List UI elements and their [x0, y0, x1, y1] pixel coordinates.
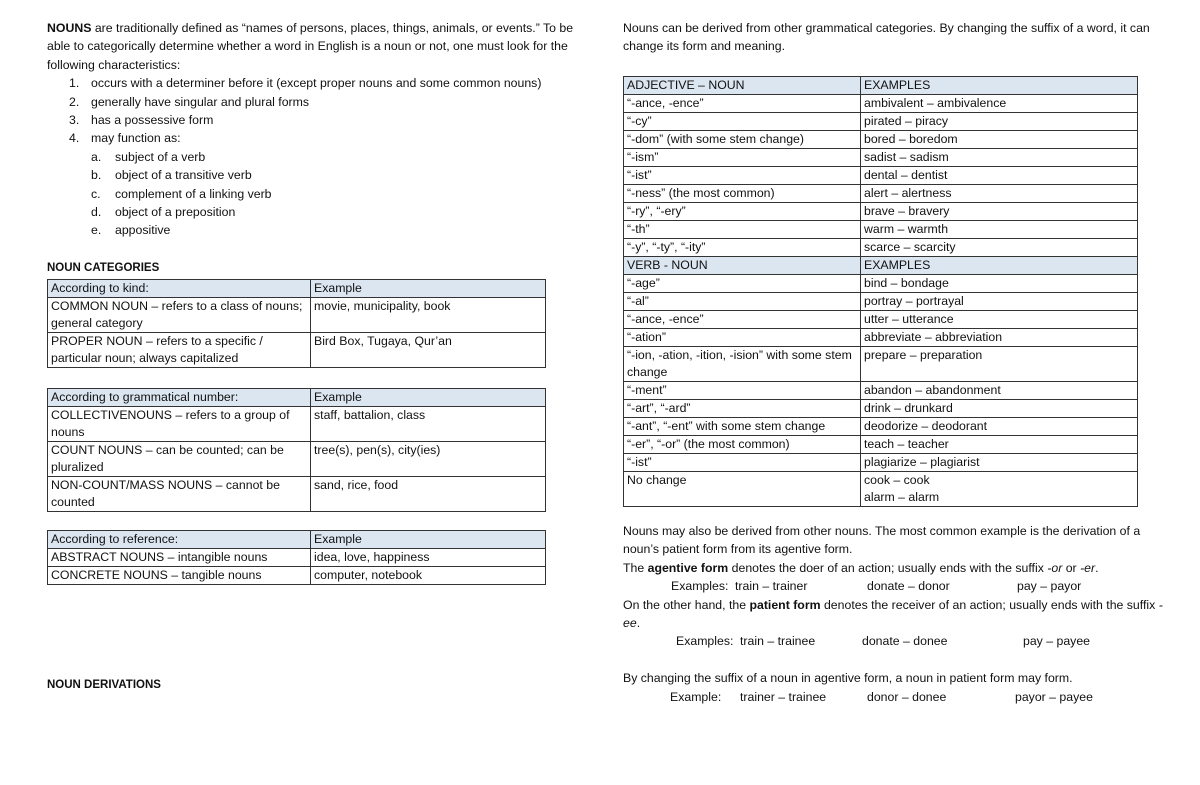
- table-row: “-art”, “-ard” drink – drunkard: [624, 400, 1138, 418]
- intro-section: [47, 19, 577, 240]
- table-row: “-dom” (with some stem change) bored – boredom: [624, 131, 1138, 149]
- derivation-intro: Nouns can be derived from other grammatical categories. By changing the suffix of a word, it can change its form and meaning.: [623, 21, 1150, 54]
- characteristics-list: [47, 74, 577, 240]
- table-row: “-ist” plagiarize – plagiarist: [624, 454, 1138, 472]
- no-change-extra-example: alarm – alarm: [864, 490, 940, 504]
- table-row: “-cy” pirated – piracy: [624, 113, 1138, 131]
- list-item: 1. occurs with a determiner before it (except proper nouns and some common nouns): [69, 76, 542, 91]
- changing-examples: Example: trainer – trainee donor – donee payor – payee: [670, 689, 1093, 704]
- table-row: “-ness” (the most common) alert – alertness: [624, 185, 1138, 203]
- nouns-paragraph: Nouns may also be derived from other nouns. The most common example is the derivation of a noun’s patient form from its agentive form.: [623, 524, 1141, 557]
- patient-examples: Examples: train – trainee donate – donee pay – payee: [676, 634, 1091, 649]
- intro-text: are traditionally defined as “names of persons, places, things, animals, or events.” To be able to categorically determine whether a word in English is a noun or not, one must look for the following characteristics:: [47, 21, 574, 72]
- table-row: “-ance, -ence” utter – utterance: [624, 311, 1138, 329]
- reference-table: [47, 530, 546, 585]
- sub-list-item: a. subject of a verb: [91, 149, 206, 164]
- list-item: 3. has a possessive form: [69, 113, 214, 128]
- noun-categories-heading: NOUN CATEGORIES: [47, 262, 160, 274]
- table-row: “-ment” abandon – abandonment: [624, 382, 1138, 400]
- kind-table: [47, 279, 546, 368]
- changing-paragraph: By changing the suffix of a noun in agentive form, a noun in patient form may form.: [623, 671, 1073, 686]
- patient-term: patient form: [749, 597, 821, 612]
- table-row: NON-COUNT/MASS NOUNS – cannot be counted sand, rice, food: [48, 477, 546, 512]
- verb-noun-section: [624, 257, 1138, 507]
- table-header-row: ADJECTIVE – NOUN EXAMPLES: [624, 77, 1138, 95]
- agentive-term: agentive form: [647, 560, 729, 575]
- agentive-examples: Examples: train – trainer donate – donor pay – payor: [671, 579, 1082, 594]
- table-row: CONCRETE NOUNS – tangible nouns computer, notebook: [48, 567, 546, 585]
- table-row: “-ism” sadist – sadism: [624, 149, 1138, 167]
- table-row: “-ation” abbreviate – abbreviation: [624, 329, 1138, 347]
- table-row: “-ion, -ation, -ition, -ision” with some stem change prepare – preparation: [624, 347, 1138, 382]
- patient-paragraph: On the other hand, the patient form denotes the receiver of an action; usually ends with the suffix -ee.: [623, 597, 1163, 631]
- table-row: “-ance, -ence” ambivalent – ambivalence: [624, 95, 1138, 113]
- table-row: COUNT NOUNS – can be counted; can be pluralized tree(s), pen(s), city(ies): [48, 442, 546, 477]
- table-row: “-y”, “-ty”, “-ity” scarce – scarcity: [624, 239, 1138, 257]
- table-row: “-age” bind – bondage: [624, 275, 1138, 293]
- table-row: PROPER NOUN – refers to a specific / particular noun; always capitalized Bird Box, Tugaya, Qur’an: [48, 333, 546, 368]
- table-row: “-er”, “-or” (the most common) teach – teacher: [624, 436, 1138, 454]
- table-row: COLLECTIVENOUNS – refers to a group of nouns staff, battalion, class: [48, 407, 546, 442]
- table-row: “-ant”, “-ent” with some stem change deodorize – deodorant: [624, 418, 1138, 436]
- number-table: [47, 388, 546, 512]
- table-row: “-ry”, “-ery” brave – bravery: [624, 203, 1138, 221]
- adjective-noun-section: [624, 77, 1138, 257]
- table-row: “-th” warm – warmth: [624, 221, 1138, 239]
- table-row: “-ist” dental – dentist: [624, 167, 1138, 185]
- table-header-row: According to grammatical number: Example: [48, 389, 546, 407]
- table-row: “-al” portray – portrayal: [624, 293, 1138, 311]
- derivation-table: [623, 76, 1138, 507]
- table-row: ABSTRACT NOUNS – intangible nouns idea, love, happiness: [48, 549, 546, 567]
- table-header-row: VERB - NOUN EXAMPLES: [624, 257, 1138, 275]
- table-row: No change cook – cook alarm – alarm: [624, 472, 1138, 507]
- agentive-paragraph: The agentive form denotes the doer of an action; usually ends with the suffix -or or -er.: [623, 560, 1099, 575]
- sub-list-item: e. appositive: [91, 223, 171, 238]
- table-header-row: According to kind: Example: [48, 280, 546, 298]
- sub-list-item: c. complement of a linking verb: [91, 186, 272, 201]
- nouns-term: NOUNS: [47, 21, 92, 35]
- noun-derivations-heading: NOUN DERIVATIONS: [47, 679, 161, 691]
- intro-paragraph: [47, 19, 577, 74]
- sub-list-item: b. object of a transitive verb: [91, 168, 252, 183]
- table-header-row: According to reference: Example: [48, 531, 546, 549]
- noun-from-noun-section: [623, 522, 1163, 706]
- functions-list: [91, 148, 577, 240]
- list-item: 4. may function as: a. subject of a verb b. object of a transitive verb c. complement of a linking verb d. object of a preposition e. appositive: [47, 129, 577, 239]
- table-row: COMMON NOUN – refers to a class of nouns; general category movie, municipality, book: [48, 298, 546, 333]
- sub-list-item: d. object of a preposition: [91, 205, 236, 220]
- list-item: 2. generally have singular and plural forms: [69, 94, 310, 109]
